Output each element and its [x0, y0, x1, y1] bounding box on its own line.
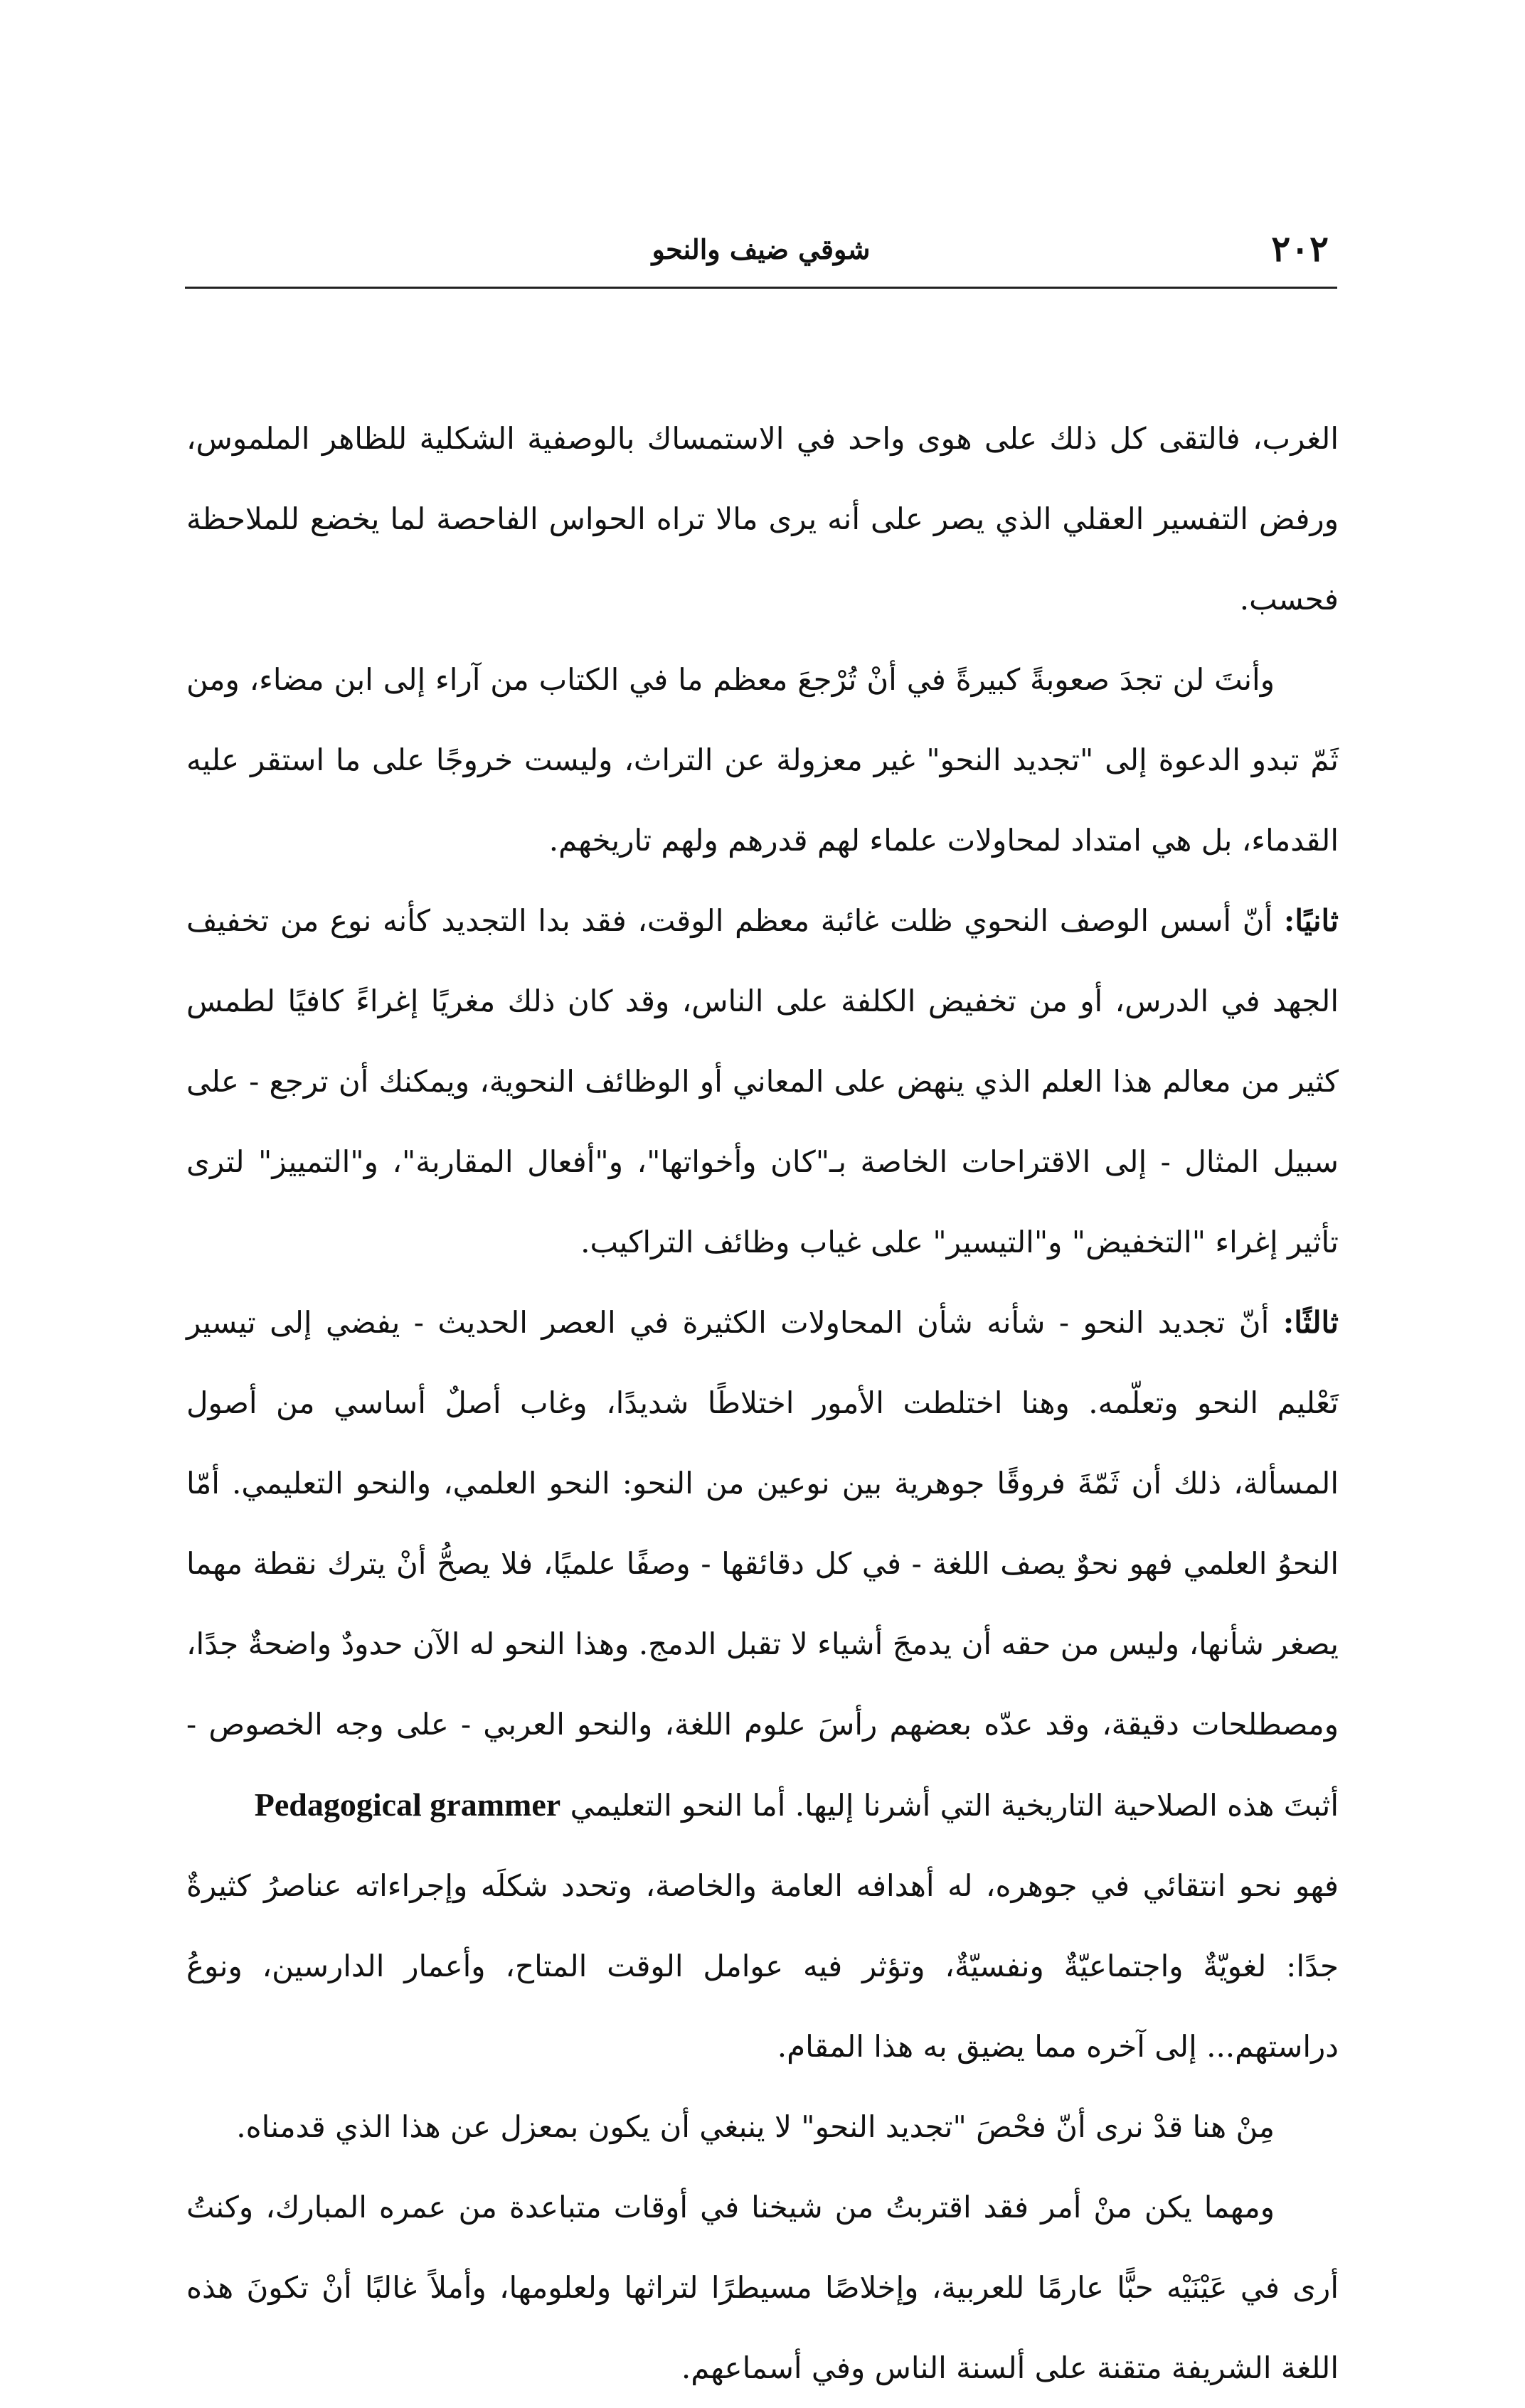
paragraph-1: الغرب، فالتقى كل ذلك على هوى واحد في الاستمساك بالوصفية الشكلية للظاهر الملموس، ورفض التفسير العقلي الذي يصر على أنه يرى مالا تراه الحواس الفاحصة لما يخضع للملاحظة فحسب.: [186, 421, 1339, 617]
paragraph-7: ومهما يكن منْ أمر فقد اقتربتُ من شيخنا في أوقات متباعدة من عمره المبارك، وكنتُ أرى في عَيْنَيْه حبًّا عارمًا للعربية، وإخلاصًا مسيطرًا لتراثها ولعلومها، وأملاً غالبًا أنْ تكونَ هذه اللغة الشريفة متقنة على ألسنة الناس وفي أسماعهم.: [186, 2190, 1339, 2385]
header-rule: [185, 287, 1337, 289]
paragraph-2: وأنتَ لن تجدَ صعوبةً كبيرةً في أنْ تُرْجعَ معظم ما في الكتاب من آراء إلى ابن مضاء، ومن ثَمّ تبدو الدعوة إلى "تجديد النحو" غير معزولة عن التراث، وليست خروجًا على ما استقر عليه القدماء، بل هي امتداد لمحاولات علماء لهم قدرهم ولهم تاريخهم.: [186, 662, 1339, 858]
body-text: [186, 398, 1339, 2408]
paragraph-4-text: أنّ تجديد النحو - شأنه شأن المحاولات الكثيرة في العصر الحديث - يفضي إلى تيسير تَعْليم النحو وتعلّمه. وهنا اختلطت الأمور اختلاطًا شديدًا، وغاب أصلٌ أساسي من أصول المسألة، ذلك أن ثَمّةَ فروقًا جوهرية بين نوعين من النحو: النحو العلمي، والنحو التعليمي. أمّا النحوُ العلمي فهو نحوٌ يصف اللغة - في كل دقائقها - وصفًا علميًا، فلا يصحُّ أنْ يترك نقطة مهما يصغر شأنها، وليس من حقه أن يدمجَ أشياء لا تقبل الدمج. وهذا النحو له الآن حدودٌ واضحةٌ جدًا، ومصطلحات دقيقة، وقد عدّه بعضهم رأسَ علوم اللغة، والنحو العربي - على وجه الخصوص - أثبتَ هذه الصلاحية التاريخية التي أشرنا إليها. أما النحو التعليمي: [186, 1305, 1339, 1823]
paragraph-3: [186, 880, 1339, 1282]
paragraph-6: مِنْ هنا قدْ نرى أنّ فحْصَ "تجديد النحو" لا ينبغي أن يكون بمعزل عن هذا الذي قدمناه.: [236, 2109, 1275, 2144]
pedagogical-grammar-term: Pedagogical grammer: [254, 1786, 561, 1823]
paragraph-4: [186, 1282, 1339, 1845]
paragraph-3-lead: ثانيًا:: [1283, 903, 1339, 938]
page-number: ٢٠٢: [1271, 228, 1329, 270]
paragraph-5: فهو نحو انتقائي في جوهره، له أهدافه العامة والخاصة، وتحدد شكلَه وإجراءاته عناصرُ كثيرةٌ جدًا: لغويّةٌ واجتماعيّةٌ ونفسيّةٌ، وتؤثر فيه عوامل الوقت المتاح، وأعمار الدارسين، ونوعُ دراستهم... إلى آخره مما يضيق به هذا المقام.: [186, 1868, 1339, 2064]
paragraph-4-lead: ثالثًا:: [1282, 1305, 1339, 1340]
paragraph-3-text: أنّ أسس الوصف النحوي ظلت غائبة معظم الوقت، فقد بدا التجديد كأنه نوع من تخفيف الجهد في الدرس، أو من تخفيض الكلفة على الناس، وقد كان ذلك مغريًا إغراءً كافيًا لطمس كثير من معالم هذا العلم الذي ينهض على المعاني أو الوظائف النحوية، ويمكنك أن ترجع - على سبيل المثال - إلى الاقتراحات الخاصة بـ"كان وأخواتها"، و"أفعال المقاربة"، و"التمييز" لترى تأثير إغراء "التخفيض" و"التيسير" على غياب وظائف التراكيب.: [186, 903, 1339, 1259]
page-header: [185, 213, 1337, 292]
running-head: شوقي ضيف والنحو: [652, 233, 871, 265]
